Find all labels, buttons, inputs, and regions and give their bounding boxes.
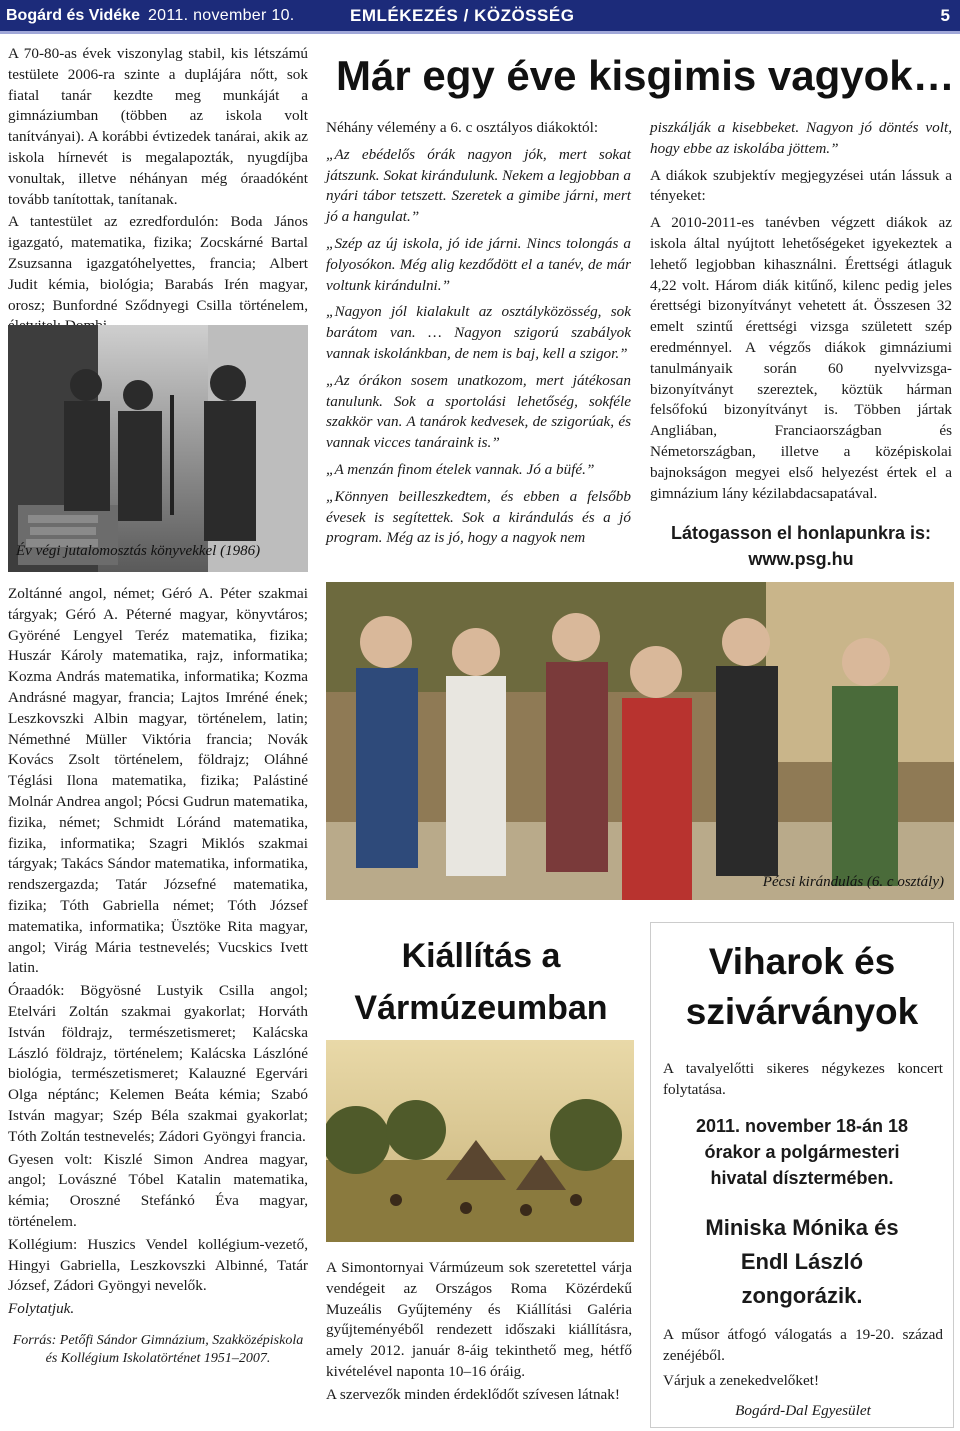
oraadok-paragraph: Óraadók: Bögyösné Lustyik Csilla angol; Etelvári Zoltán szakmai gyakorlat; Horváth István földrajz, természetismeret; Kalácska László földrajz, történelem; Kalácska Lászlóné biológia, természetismeret; Kalauzné Egervári Olga néptánc; Kelemen Beáta kémia; Szabó István magyar; Szép Béla szakmai gyakorlat; Tóth Zoltán testnevelés; Zádori Gyöngyi francia. <box>8 982 308 1145</box>
concert-when-line-3: hivatal dísztermében. <box>710 1168 894 1188</box>
museum-title <box>326 930 636 1034</box>
class-trip-photo-image <box>326 582 954 900</box>
concert-performers-line-2: Endl László <box>740 1249 864 1274</box>
museum-paragraph-1: A Simontornyai Vármúzeum sok szeretettel várja vendégeit az Országos Roma Közérdekű Muzeális Gyűjtemény és Kiállítási Galéria gyűjteményéből rendezett időszaki kiállításra, amely 2012. január 8-áig tekinthető meg, hétfő kivételével naponta 10–16 óráig. <box>326 1259 632 1380</box>
concert-title-line-1: Viharok és <box>708 941 896 982</box>
museum-title-line-1: Kiállítás a <box>401 937 561 975</box>
staff-continued-paragraph: Zoltánné angol, német; Géró A. Péter szakmai tárgyak; Géró A. Péterné magyar, könyvtáros; Györéné Lengyel Teréz matematika, fizika; Huszár Károly matematika, rajz, informatika; Kozma András matematika, informatika; Kozma Andrásné magyar, francia; Lajtos Imréné ének; Leszkovszki Albin magyar, történelem, latin; Némethné Müller Viktória francia; Novák Kovács Zsolt történelem, földrajz; Oláhné Téglási Ilona matematika, fizika; Palástiné Molnár Andrea angol; Pócsi Gudrun matematika, fizika, német; Schmidt Lóránd matematika, fizika, informatika; Szagri Miklós szakmai tárgyak; Takács Sándor matematika, informatika, rendszergazda; Tatár Józsefné matematika, fizika; Tóth Gabriella német; Tóth József matematika, informatika; Üsztöke Rita magyar, angol; Virág Mária testnevelés; Vucskics Ivett latin. <box>8 585 308 977</box>
museum-painting-image <box>326 1040 634 1242</box>
intro-paragraph: A 70-80-as évek viszonylag stabil, kis létszámú testülete 2006-ra szinte a duplájára nőtt, sok fiatal tanár kezdte meg munkáját a gimnáziumban (többen az iskola volt tanítványai). A korábbi évtizedek tanárai, akik az iskola hírnevét is megalapozták, nyugdíjba vonultak, illetve néhányan még óraadóként tovább tanítottak, tanítanak. <box>8 45 308 208</box>
concert-performers-line-3: zongorázik. <box>741 1283 863 1308</box>
gyesen-paragraph: Gyesen volt: Kiszlé Simon Andrea magyar, angol; Lovászné Tóbel Katalin matematika, kémia; Oroszné Stefánkó Éva magyar, történelem. <box>8 1150 308 1230</box>
museum-title-line-2: Vármúzeumban <box>354 989 608 1027</box>
issue-date: 2011. november 10. <box>147 6 295 24</box>
class-trip-photo <box>326 582 954 900</box>
museum-paragraph-2: A szervezők minden érdeklődőt szívesen látnak! <box>326 1385 620 1403</box>
website-url-link[interactable]: www.psg.hu <box>748 549 854 569</box>
concert-performers <box>651 1211 953 1313</box>
museum-text <box>326 1258 632 1406</box>
concert-box <box>650 922 954 1428</box>
article-title: Már egy éve kisgimis vagyok… <box>336 52 955 99</box>
museum-painting <box>326 1040 634 1242</box>
opinion-6-continued: piszkálják a kisebbeket. Nagyon jó döntés volt, hogy ebbe az iskolába jöttem.” <box>650 119 952 157</box>
concert-when-line-2: órakor a polgármesteri <box>704 1142 900 1162</box>
opinion-2: „Szép az új iskola, jó ide járni. Nincs tolongás a folyosókon. Még alig kezdődött el a tanév, de már voltunk kirándulni.” <box>326 234 631 294</box>
opinion-3: „Nagyon jól kialakult az osztályközösség, sok barátom van. … Nagyon szigorú szabályok vannak iskolánkban, de nem is baj, kell a szigor.” <box>326 303 631 362</box>
facts-intro: A diákok szubjektív megjegyzései után lássuk a tényeket: <box>650 166 952 205</box>
page-header <box>0 0 960 34</box>
concert-intro: A tavalyelőtti sikeres négykezes koncert folytatása. <box>663 1060 943 1098</box>
kollegium-paragraph: Kollégium: Huszics Vendel kollégium-vezető, Hingyi Gabriella, Leszkovszki Albinné, Tatár József, Zádori Gyöngyi nevelők. <box>8 1235 308 1295</box>
opinion-1: „Az ebédelős órák nagyon jók, mert sokat játszunk. Sokat kirándulunk. Nekem a legjobban a nyári tábor tetszett. Szeretek a gimibe járni, mert jó a hangulat.” <box>326 145 631 226</box>
award-photo-caption: Év végi jutalomosztás könyvekkel (1986) <box>16 543 261 559</box>
article-column-1 <box>326 118 631 549</box>
concert-organizer: Bogárd-Dal Egyesület <box>735 1402 871 1419</box>
concert-invite: Várjuk a zenekedvelőket! <box>663 1372 820 1389</box>
website-promo <box>650 520 952 572</box>
concert-when <box>651 1113 953 1191</box>
opinion-4: „Az órákon sosem unatkozom, mert játékosan tanulunk. Sok a sportolási lehetőség, sokféle szakkör van. A tanárok kedvesek, de szigorúak, és vannak vicces tanáraink is.” <box>326 371 631 452</box>
folytatjuk-text: Folytatjuk. <box>8 1300 75 1318</box>
section-title: EMLÉKEZÉS / KÖZÖSSÉG <box>350 5 575 25</box>
opinions-intro: Néhány vélemény a 6. c osztályos diákoktól: <box>326 119 599 136</box>
opinion-5: „A menzán finom ételek vannak. Jó a büfé.” <box>326 460 595 478</box>
page-number: 5 <box>940 5 950 25</box>
concert-title <box>651 937 953 1037</box>
opinion-6: „Könnyen beilleszkedtem, és ebben a felsőbb évesek is segítettek. Sok a kirándulás és a jó program. Még az is jó, hogy a nagyok nem <box>326 487 631 547</box>
source-note: Forrás: Petőfi Sándor Gimnázium, Szakközépiskola és Kollégium Iskolatörténet 1951–2007. <box>12 1332 304 1366</box>
article-column-2 <box>650 118 952 504</box>
facts-paragraph: A 2010-2011-es tanévben végzett diákok az iskola által nyújtott lehetőségeket igyekeztek a lehető legjobban kihasználni. Érettségi átlaguk 4,22 volt. Három diák kitűnő, kilenc pedig jeles érettségi bizonyítványt vehetett át. Összesen 32 emelt szintű érettségi vizsga született szép eredménnyel. A végzős diákok gimnáziumi tanulmányaik során 60 nyelvvizsga-bizonyítványt szereztek, köztük hárman felsőfokú bizonyítványt is. Többen jártak Angliában, Franciaországban és Németországban, illetve a középiskolai bajnokságon megyei első helyezést értek el a gimnázium lány kézilabdacsapatával. <box>650 214 952 502</box>
award-photo <box>8 325 308 572</box>
concert-program: A műsor átfogó válogatás a 19-20. század zenéjéből. <box>663 1326 943 1364</box>
staff-lead-paragraph: A tantestület az ezredfordulón: Boda János igazgató, matematika, fizika; Zocskárné Bartal Zsuzsanna igazgatóhelyettes, francia; Albert Judit kémia, biológia; Barabás Irén magyar, orosz; Bunfordné Sződnyegi Csilla történelem, <box>8 213 308 314</box>
class-trip-photo-caption: Pécsi kirándulás (6. c osztály) <box>762 874 944 890</box>
award-photo-image <box>8 325 308 572</box>
left-column-top <box>8 44 308 337</box>
concert-when-line-1: 2011. november 18-án 18 <box>695 1116 909 1136</box>
concert-performers-line-1: Miniska Mónika és <box>705 1215 899 1240</box>
website-promo-text: Látogasson el honlapunkra is: <box>670 523 932 543</box>
concert-title-line-2: szivárványok <box>685 991 919 1032</box>
newspaper-brand: Bogárd és Vidéke <box>6 6 140 24</box>
left-column-bottom <box>8 584 308 1368</box>
